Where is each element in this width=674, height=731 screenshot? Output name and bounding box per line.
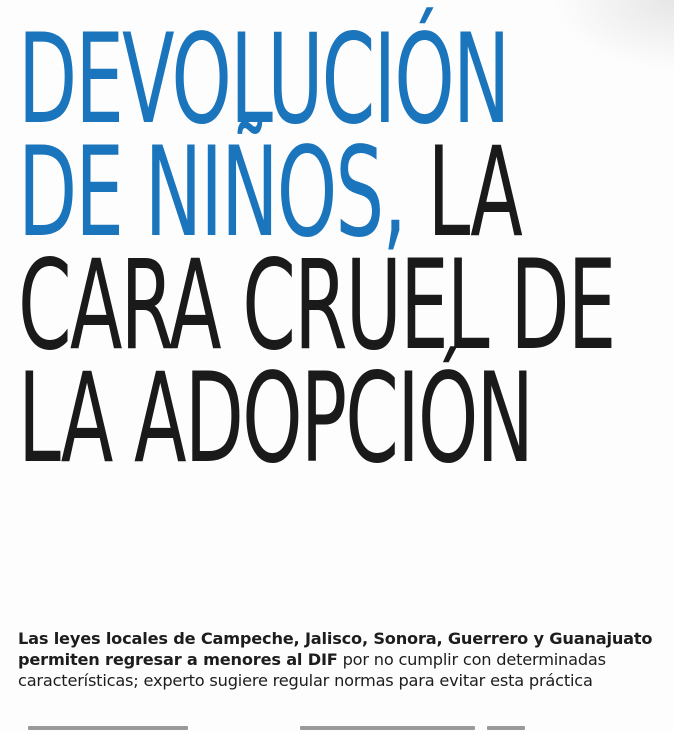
cropped-text-fragment (300, 726, 475, 730)
deck-summary (18, 628, 668, 691)
headline-blue-part-1: DEVOLUCIÓN (18, 8, 509, 152)
cropped-text-fragment (28, 726, 188, 730)
headline (18, 8, 615, 491)
headline-line-4: LA ADOPCIÓN (18, 347, 533, 491)
headline-line-3: CARA CRUEL DE (18, 234, 615, 378)
deck-regular-text: por no cumplir con determinadas características; experto sugiere regular normas para evitar esta práctica (18, 650, 606, 690)
headline-black-part-2: LA (404, 121, 521, 265)
headline-blue-part-2: DE NIÑOS, (18, 121, 405, 265)
paper-texture (554, 0, 674, 70)
cropped-text-fragment (487, 726, 525, 730)
cropped-body-text-row (0, 721, 674, 731)
deck-bold-text: Las leyes locales de Campeche, Jalisco, Sonora, Guerrero y Guanajuato permiten regresar a menores al DIF (18, 629, 653, 669)
